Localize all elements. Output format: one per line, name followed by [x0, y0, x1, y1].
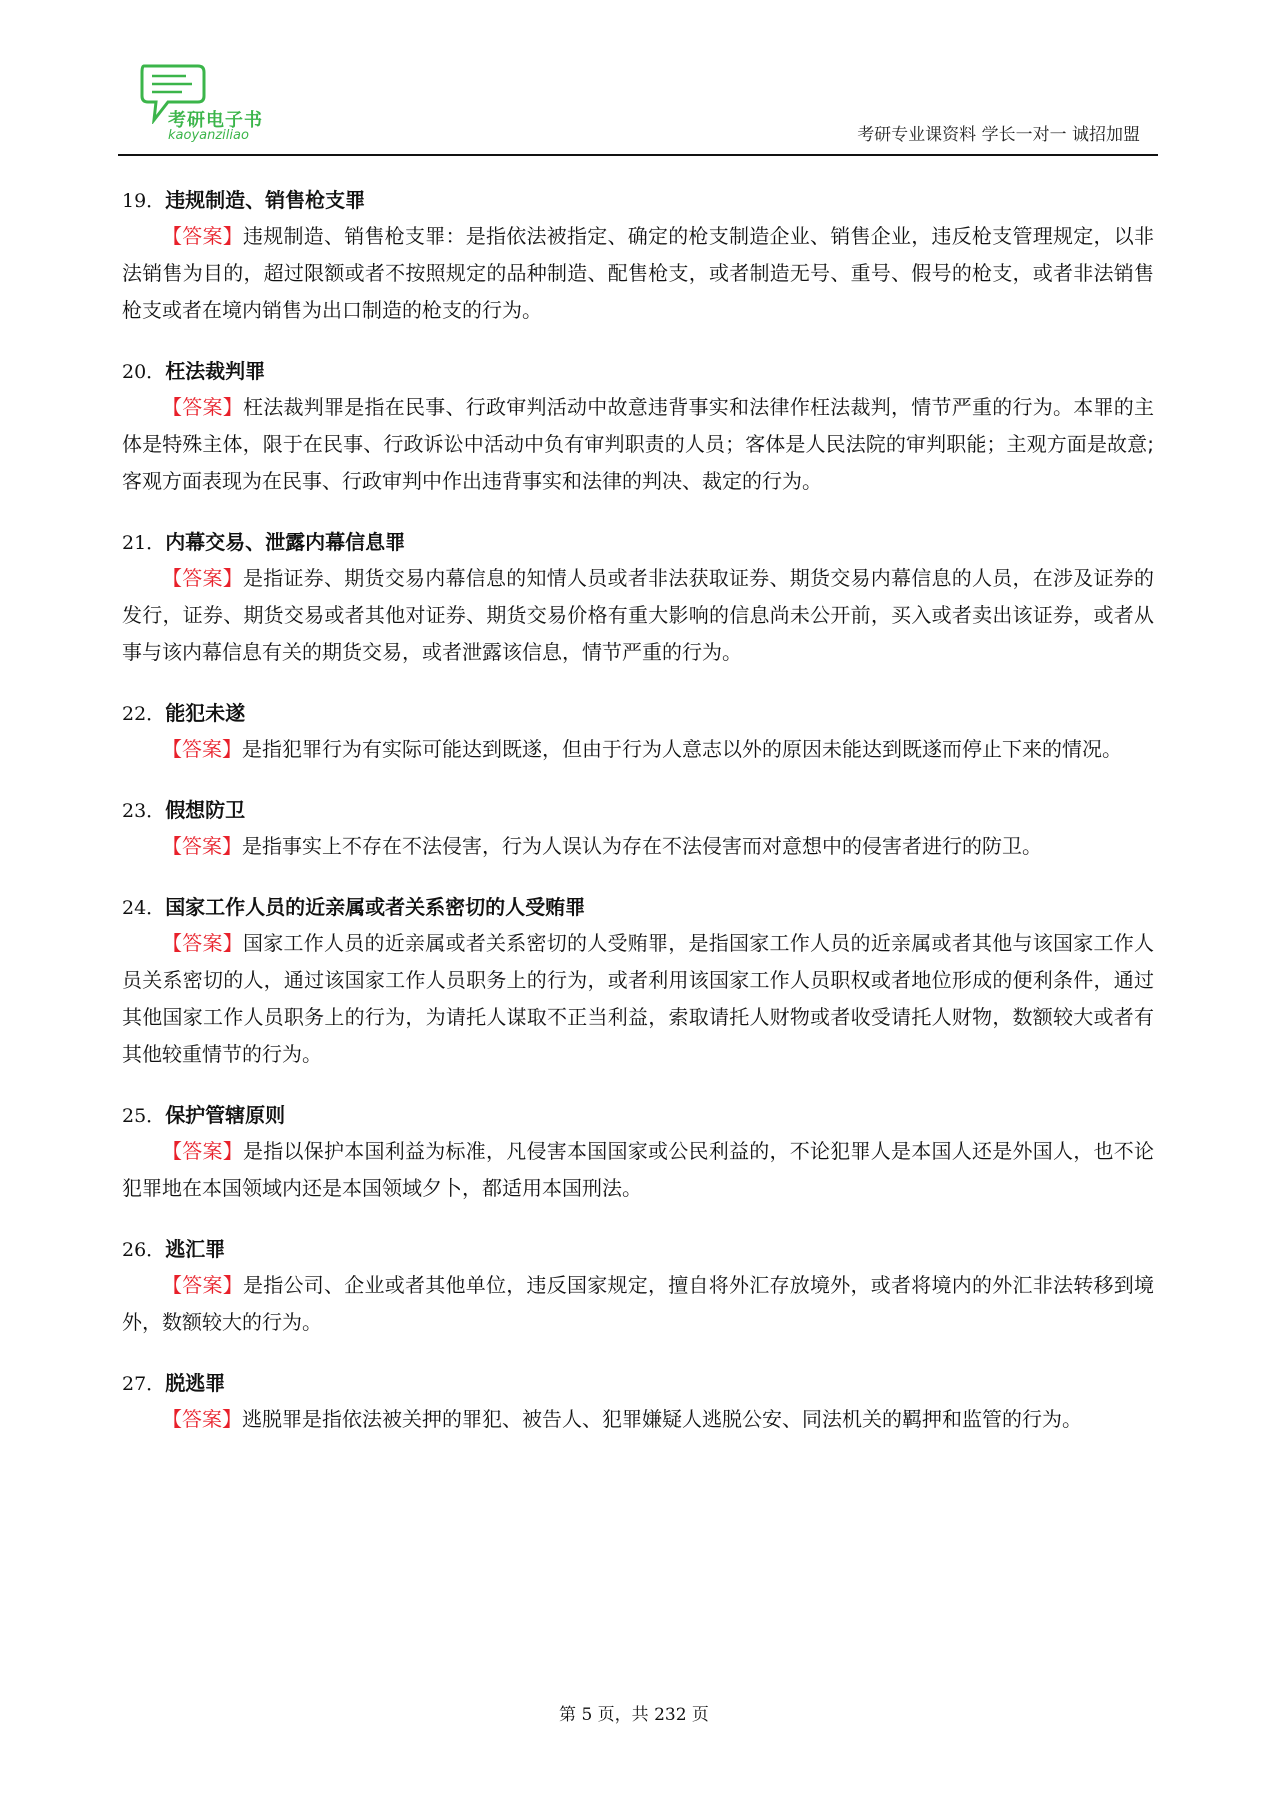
- entry-number: 25．: [122, 1105, 166, 1127]
- entry-term: 保护管辖原则: [165, 1103, 286, 1127]
- entry-number: 19．: [122, 190, 166, 212]
- entry-answer: [122, 828, 1154, 865]
- logo: [138, 62, 278, 144]
- entry-term: 国家工作人员的近亲属或者关系密切的人受贿罪: [165, 895, 586, 919]
- logo-text-en: kaoyanziliao: [168, 128, 249, 143]
- entry: [122, 1365, 1154, 1438]
- entry-title: [122, 1365, 1154, 1401]
- entry-answer: [122, 1401, 1154, 1438]
- entry: [122, 889, 1154, 1073]
- entry: [122, 792, 1154, 865]
- entry-term: 违规制造、销售枪支罪: [165, 188, 366, 212]
- entry-answer: [122, 1267, 1154, 1341]
- entry-number: 27．: [122, 1373, 166, 1395]
- entry-answer: [122, 218, 1154, 329]
- entry-answer: [122, 1133, 1154, 1207]
- entry-answer: [122, 731, 1154, 768]
- answer-text: 是指证券、期货交易内幕信息的知情人员或者非法获取证券、期货交易内幕信息的人员，在涉及证券的发行，证券、期货交易或者其他对证券、期货交易价格有重大影响的信息尚未公开前，买入或者卖出该证券，或者从事与该内幕信息有关的期货交易，或者泄露该信息，情节严重的行为。: [122, 566, 1154, 664]
- entry-title: [122, 182, 1154, 218]
- page-number-footer: 第 5 页，共 232 页: [559, 1705, 709, 1725]
- entry-number: 23．: [122, 800, 166, 822]
- entry-number: 24．: [122, 897, 166, 919]
- entry-answer: [122, 389, 1154, 500]
- entry: [122, 1231, 1154, 1341]
- entry-list: [122, 182, 1154, 1462]
- entry-term: 假想防卫: [165, 798, 246, 822]
- answer-label: 【答案】: [162, 834, 242, 858]
- entry: [122, 353, 1154, 500]
- entry: [122, 1097, 1154, 1207]
- entry-term: 枉法裁判罪: [165, 359, 266, 383]
- entry: [122, 524, 1154, 671]
- answer-text: 是指事实上不存在不法侵害，行为人误认为存在不法侵害而对意想中的侵害者进行的防卫。: [242, 834, 1042, 858]
- entry-answer: [122, 925, 1154, 1073]
- answer-label: 【答案】: [162, 1273, 243, 1297]
- entry: [122, 695, 1154, 768]
- answer-label: 【答案】: [162, 395, 243, 419]
- page-header: [118, 58, 1158, 156]
- answer-label: 【答案】: [162, 1139, 243, 1163]
- entry-term: 脱逃罪: [165, 1371, 226, 1395]
- entry-number: 22．: [122, 703, 166, 725]
- entry-title: [122, 695, 1154, 731]
- answer-label: 【答案】: [162, 224, 243, 248]
- answer-text: 逃脱罪是指依法被关押的罪犯、被告人、犯罪嫌疑人逃脱公安、同法机关的羁押和监管的行为。: [242, 1407, 1082, 1431]
- logo-text-cn: 考研电子书: [168, 110, 263, 131]
- entry-title: [122, 1231, 1154, 1267]
- header-tagline: 考研专业课资料 学长一对一 诚招加盟: [857, 125, 1140, 145]
- answer-text: 是指犯罪行为有实际可能达到既遂，但由于行为人意志以外的原因未能达到既遂而停止下来的情况。: [242, 737, 1122, 761]
- answer-text: 违规制造、销售枪支罪：是指依法被指定、确定的枪支制造企业、销售企业，违反枪支管理规定，以非法销售为目的，超过限额或者不按照规定的品种制造、配售枪支，或者制造无号、重号、假号的枪支，或者非法销售枪支或者在境内销售为出口制造的枪支的行为。: [122, 224, 1154, 322]
- answer-label: 【答案】: [162, 1407, 242, 1431]
- answer-text: 国家工作人员的近亲属或者关系密切的人受贿罪，是指国家工作人员的近亲属或者其他与该国家工作人员关系密切的人，通过该国家工作人员职务上的行为，或者利用该国家工作人员职权或者地位形成的便利条件，通过其他国家工作人员职务上的行为，为请托人谋取不正当利益，索取请托人财物或者收受请托人财物，数额较大或者有其他较重情节的行为。: [122, 931, 1154, 1066]
- entry-answer: [122, 560, 1154, 671]
- answer-text: 是指以保护本国利益为标准，凡侵害本国国家或公民利益的，不论犯罪人是本国人还是外国人，也不论犯罪地在本国领域内还是本国领域夕卜，都适用本国刑法。: [122, 1139, 1154, 1200]
- entry-term: 能犯未遂: [165, 701, 246, 725]
- entry-term: 内幕交易、泄露内幕信息罪: [165, 530, 406, 554]
- entry-number: 26．: [122, 1239, 166, 1261]
- entry-title: [122, 353, 1154, 389]
- entry-term: 逃汇罪: [165, 1237, 226, 1261]
- entry-title: [122, 792, 1154, 828]
- answer-label: 【答案】: [162, 931, 243, 955]
- entry-title: [122, 524, 1154, 560]
- answer-text: 是指公司、企业或者其他单位，违反国家规定，擅自将外汇存放境外，或者将境内的外汇非法转移到境外，数额较大的行为。: [122, 1273, 1154, 1334]
- entry-number: 21．: [122, 532, 166, 554]
- entry: [122, 182, 1154, 329]
- answer-label: 【答案】: [162, 566, 243, 590]
- answer-label: 【答案】: [162, 737, 242, 761]
- entry-title: [122, 1097, 1154, 1133]
- answer-text: 枉法裁判罪是指在民事、行政审判活动中故意违背事实和法律作枉法裁判，情节严重的行为。本罪的主体是特殊主体，限于在民事、行政诉讼中活动中负有审判职责的人员；客体是人民法院的审判职能；主观方面是故意;客观方面表现为在民事、行政审判中作出违背事实和法律的判决、裁定的行为。: [122, 395, 1154, 493]
- entry-title: [122, 889, 1154, 925]
- entry-number: 20．: [122, 361, 166, 383]
